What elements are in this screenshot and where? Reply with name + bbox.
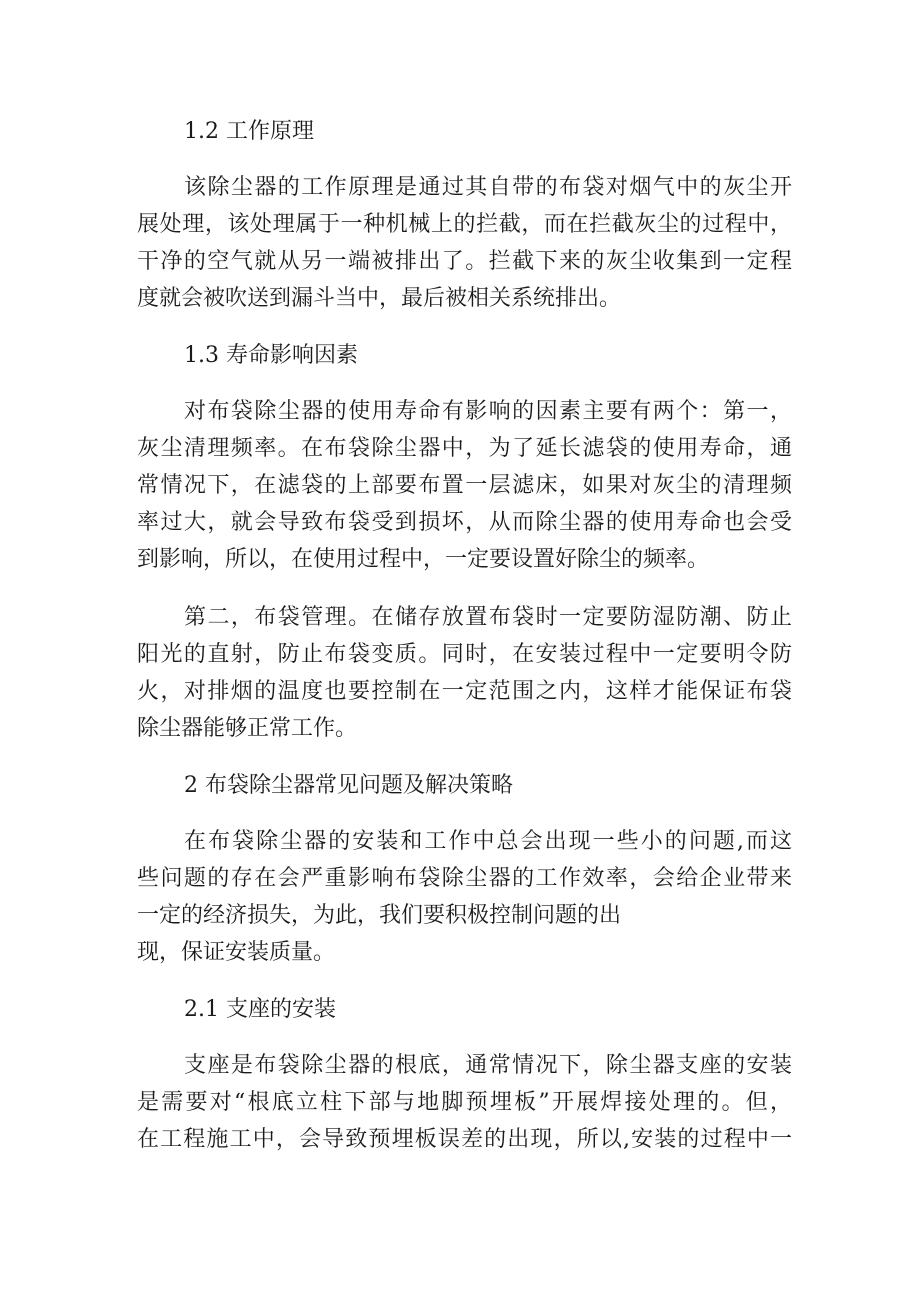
paragraph-line: 对布袋除尘器的使用寿命有影响的因素主要有两个：第一， [184, 399, 792, 424]
heading-1-2: 1.2 工作原理 [184, 119, 314, 144]
paragraph-line: 现，保证安装质量。 [137, 940, 336, 965]
paragraph-line: 些问题的存在会严重影响布袋除尘器的工作效率，会给企业带来 [137, 866, 792, 891]
paragraph-line: 火，对排烟的温度也要控制在一定范围之内，这样才能保证布袋 [137, 679, 792, 704]
paragraph-line: 度就会被吹送到漏斗当中，最后被相关系统排出。 [137, 286, 622, 311]
paragraph-line: 在工程施工中，会导致预埋板误差的出现，所以,安装的过程中一 [137, 1127, 792, 1152]
paragraph-line: 到影响，所以，在使用过程中，一定要设置好除尘的频率。 [137, 547, 710, 572]
heading-2-1: 2.1 支座的安装 [184, 997, 336, 1022]
paragraph-line: 灰尘清理频率。在布袋除尘器中，为了延长滤袋的使用寿命，通 [137, 436, 792, 461]
paragraph-line: 支座是布袋除尘器的根底，通常情况下，除尘器支座的安装 [184, 1053, 792, 1078]
paragraph-line: 除尘器能够正常工作。 [137, 716, 358, 741]
paragraph-line: 展处理，该处理属于一种机械上的拦截，而在拦截灰尘的过程中， [137, 212, 792, 237]
paragraph-line: 是需要对“根底立柱下部与地脚预埋板”开展焊接处理的。但， [137, 1090, 792, 1115]
paragraph-line: 常情况下，在滤袋的上部要布置一层滤床，如果对灰尘的清理频 [137, 473, 792, 498]
paragraph-line: 率过大，就会导致布袋受到损坏，从而除尘器的使用寿命也会受 [137, 510, 792, 535]
heading-1-3: 1.3 寿命影响因素 [184, 343, 358, 368]
heading-2: 2 布袋除尘器常见问题及解决策略 [184, 773, 513, 798]
paragraph-line: 在布袋除尘器的安装和工作中总会出现一些小的问题,而这 [184, 829, 792, 854]
paragraph-line: 第二，布袋管理。在储存放置布袋时一定要防湿防潮、防止 [184, 605, 792, 630]
paragraph-line: 该除尘器的工作原理是通过其自带的布袋对烟气中的灰尘开 [184, 175, 792, 200]
paragraph-line: 一定的经济损失，为此，我们要积极控制问题的出 [137, 903, 622, 928]
paragraph-line: 干净的空气就从另一端被排出了。拦截下来的灰尘收集到一定程 [137, 249, 792, 274]
paragraph-line: 阳光的直射，防止布袋变质。同时，在安装过程中一定要明令防 [137, 642, 792, 667]
